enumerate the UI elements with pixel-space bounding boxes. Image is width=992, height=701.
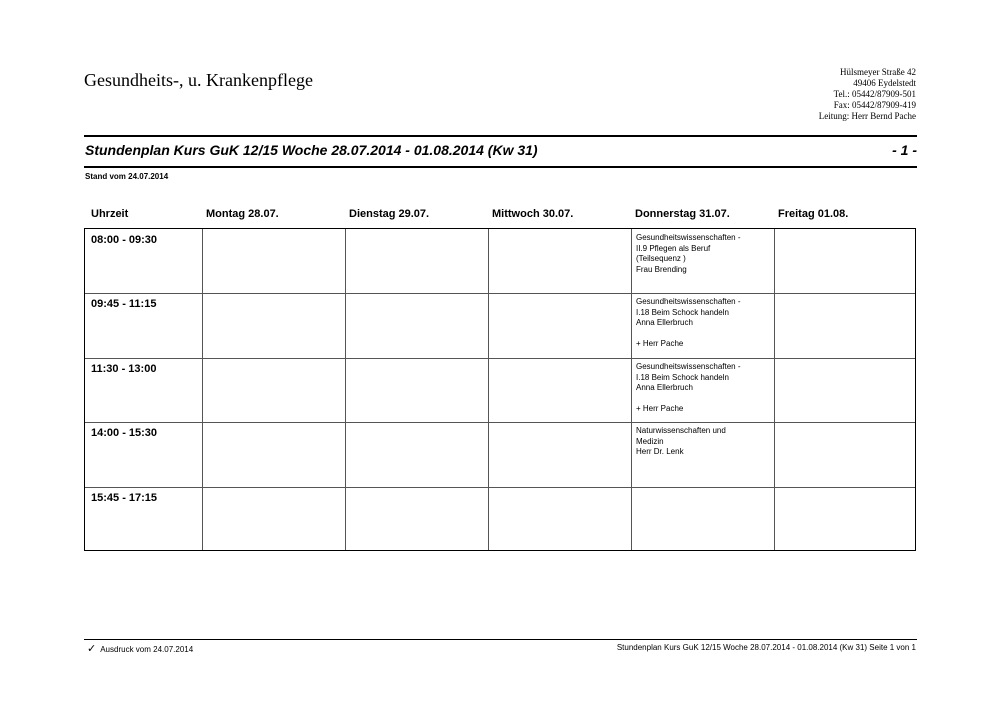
column-header-mittwoch: Mittwoch 30.07.	[492, 208, 574, 220]
address-city: 49406 Eydelstedt	[853, 78, 916, 88]
column-header-freitag: Freitag 01.08.	[778, 208, 849, 220]
timetable-grid	[84, 228, 916, 551]
column-header-dienstag: Dienstag 29.07.	[349, 208, 430, 220]
row-divider	[85, 293, 915, 294]
header-top-rule	[84, 135, 917, 137]
time-slot-4: 14:00 - 15:30	[91, 427, 158, 439]
time-slot-1: 08:00 - 09:30	[91, 234, 158, 246]
address-fax: Fax: 05442/87909-419	[833, 100, 916, 110]
column-divider	[345, 229, 346, 550]
address-street: Hülsmeyer Straße 42	[840, 67, 916, 77]
address-block	[819, 67, 916, 122]
lesson-entry	[636, 426, 766, 458]
lesson-topic: I.18 Beim Schock handeln	[636, 372, 729, 382]
lesson-topic: I.18 Beim Schock handeln	[636, 307, 729, 317]
lesson-subject: Gesundheitswissenschaften -	[636, 362, 741, 371]
column-divider	[202, 229, 203, 550]
row-divider	[85, 358, 915, 359]
address-leitung: Leitung: Herr Bernd Pache	[818, 111, 916, 121]
lesson-subject: Gesundheitswissenschaften -	[636, 233, 741, 242]
stand-date: Stand vom 24.07.2014	[85, 172, 169, 181]
column-divider	[774, 229, 775, 550]
column-divider	[631, 229, 632, 550]
header-bottom-rule	[84, 166, 917, 168]
time-slot-2: 09:45 - 11:15	[91, 298, 157, 310]
lesson-subject: Naturwissenschaften und	[636, 426, 726, 435]
lesson-subject: Gesundheitswissenschaften -	[636, 297, 741, 306]
footer-page-info: Stundenplan Kurs GuK 12/15 Woche 28.07.2014 - 01.08.2014 (Kw 31) Seite 1 von 1	[616, 643, 916, 652]
lesson-entry	[636, 233, 766, 275]
footer-print-info	[87, 642, 193, 655]
lesson-additional-teacher: + Herr Pache	[636, 403, 684, 413]
check-icon: ✓	[87, 643, 97, 655]
organization-title: Gesundheits-, u. Krankenpflege	[84, 70, 313, 90]
lesson-entry	[636, 362, 766, 414]
footer-rule	[84, 639, 917, 640]
plan-title: Stundenplan Kurs GuK 12/15 Woche 28.07.2014 - 01.08.2014 (Kw 31)	[85, 142, 538, 158]
lesson-topic-detail: (Teilsequenz )	[636, 254, 686, 263]
row-divider	[85, 422, 915, 423]
lesson-teacher: Anna Ellerbruch	[636, 383, 693, 392]
time-slot-3: 11:30 - 13:00	[91, 363, 157, 375]
lesson-teacher: Anna Ellerbruch	[636, 318, 693, 327]
address-tel: Tel.: 05442/87909-501	[833, 89, 916, 99]
lesson-teacher: Herr Dr. Lenk	[636, 447, 684, 456]
lesson-additional-teacher: + Herr Pache	[636, 338, 684, 348]
column-header-uhrzeit: Uhrzeit	[91, 208, 129, 220]
lesson-teacher: Frau Brending	[636, 264, 687, 274]
column-header-montag: Montag 28.07.	[206, 208, 279, 220]
page-number: - 1 -	[892, 142, 917, 158]
row-divider	[85, 487, 915, 488]
lesson-entry	[636, 297, 766, 349]
column-header-donnerstag: Donnerstag 31.07.	[635, 208, 730, 220]
column-divider	[488, 229, 489, 550]
time-slot-5: 15:45 - 17:15	[91, 492, 158, 504]
print-date: Ausdruck vom 24.07.2014	[100, 645, 194, 654]
lesson-topic: II.9 Pflegen als Beruf	[636, 243, 711, 253]
lesson-subject-cont: Medizin	[636, 436, 664, 446]
